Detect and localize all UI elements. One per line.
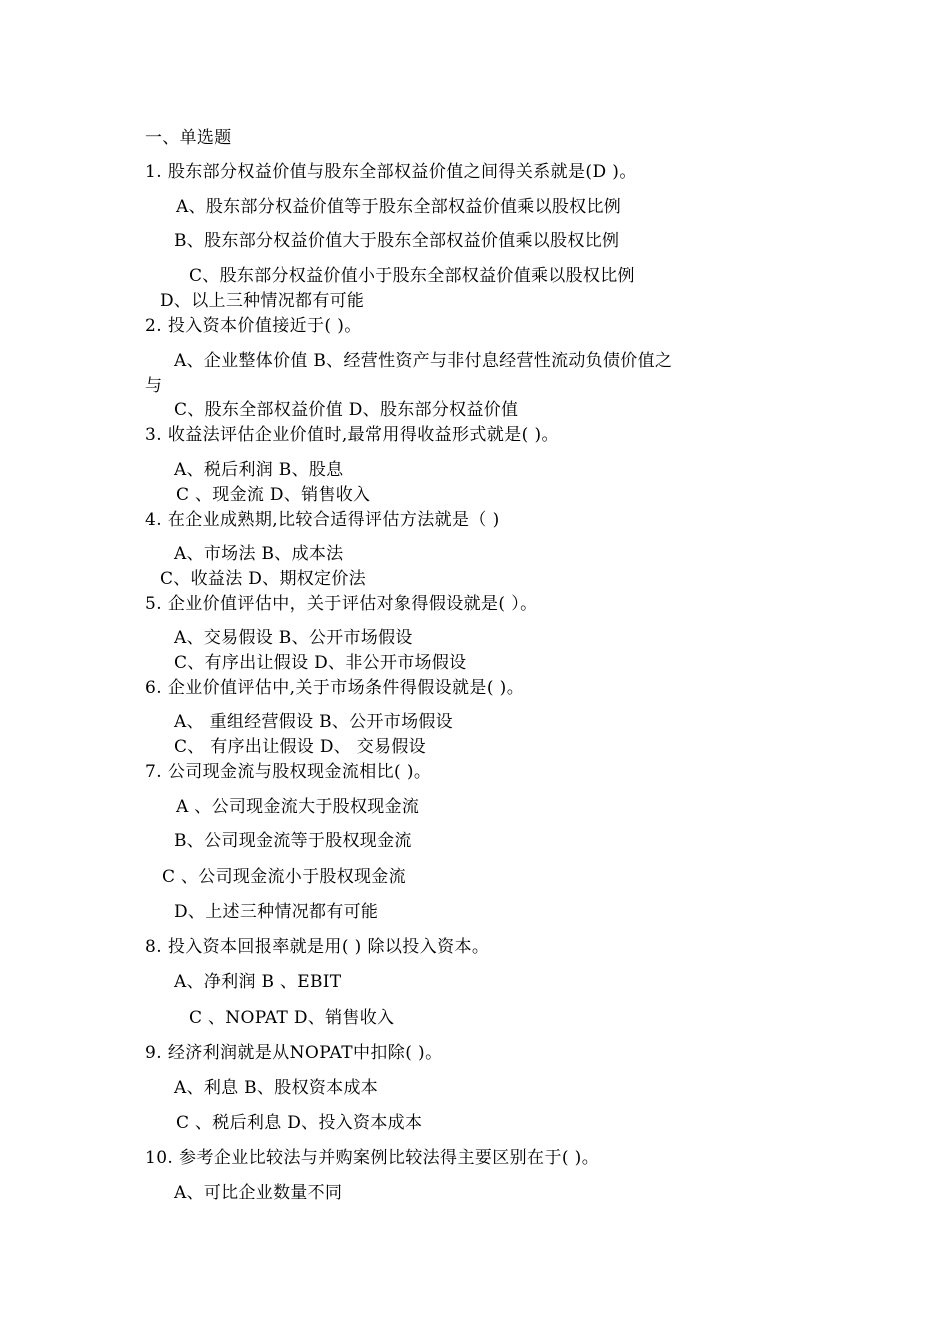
question-6: 6. 企业价值评估中,关于市场条件得假设就是( )。 <box>145 678 525 698</box>
q1-option-d: D、以上三种情况都有可能 <box>160 291 365 311</box>
question-4: 4. 在企业成熟期,比较合适得评估方法就是（ ) <box>145 510 500 530</box>
q4-options-ab: A、市场法 B、成本法 <box>174 544 344 564</box>
q1-option-b: B、股东部分权益价值大于股东全部权益价值乘以股权比例 <box>174 231 620 251</box>
question-10: 10. 参考企业比较法与并购案例比较法得主要区别在于( )。 <box>145 1148 600 1168</box>
q2-option-b-wrap: 与 <box>145 376 163 396</box>
question-2: 2. 投入资本价值接近于( )。 <box>145 316 362 336</box>
q7-option-a: A 、公司现金流大于股权现金流 <box>176 797 420 817</box>
section-title: 一、单选题 <box>145 128 232 148</box>
q1-option-c: C、股东部分权益价值小于股东全部权益价值乘以股权比例 <box>189 266 635 286</box>
question-1: 1. 股东部分权益价值与股东全部权益价值之间得关系就是(D )。 <box>145 162 637 182</box>
q7-option-c: C 、公司现金流小于股权现金流 <box>162 867 406 887</box>
q8-options-ab: A、净利润 B 、EBIT <box>174 972 342 992</box>
q3-options-cd: C 、现金流 D、销售收入 <box>176 485 371 505</box>
question-7: 7. 公司现金流与股权现金流相比( )。 <box>145 762 432 782</box>
question-3: 3. 收益法评估企业价值时,最常用得收益形式就是( )。 <box>145 425 559 445</box>
q6-options-ab: A、 重组经营假设 B、公开市场假设 <box>174 712 453 732</box>
question-8: 8. 投入资本回报率就是用( ) 除以投入资本。 <box>145 937 490 957</box>
q5-options-ab: A、交易假设 B、公开市场假设 <box>174 628 413 648</box>
q8-options-cd: C 、NOPAT D、销售收入 <box>189 1008 395 1028</box>
q4-options-cd: C、收益法 D、期权定价法 <box>160 569 366 589</box>
q9-options-ab: A、利息 B、股权资本成本 <box>174 1078 379 1098</box>
q5-options-cd: C、有序出让假设 D、非公开市场假设 <box>174 653 467 673</box>
q2-options-ab: A、企业整体价值 B、经营性资产与非付息经营性流动负债价值之 <box>174 351 673 371</box>
q1-option-a: A、股东部分权益价值等于股东全部权益价值乘以股权比例 <box>176 197 622 217</box>
q3-options-ab: A、税后利润 B、股息 <box>174 460 344 480</box>
q7-option-d: D、上述三种情况都有可能 <box>174 902 379 922</box>
q2-options-cd: C、股东全部权益价值 D、股东部分权益价值 <box>174 400 519 420</box>
q9-options-cd: C 、税后利息 D、投入资本成本 <box>176 1113 423 1133</box>
question-9: 9. 经济利润就是从NOPAT中扣除( )。 <box>145 1043 443 1063</box>
q6-options-cd: C、 有序出让假设 D、 交易假设 <box>174 737 426 757</box>
q7-option-b: B、公司现金流等于股权现金流 <box>174 831 412 851</box>
q10-option-a: A、可比企业数量不同 <box>174 1183 343 1203</box>
question-5: 5. 企业价值评估中，关于评估对象得假设就是( ）。 <box>145 594 538 614</box>
